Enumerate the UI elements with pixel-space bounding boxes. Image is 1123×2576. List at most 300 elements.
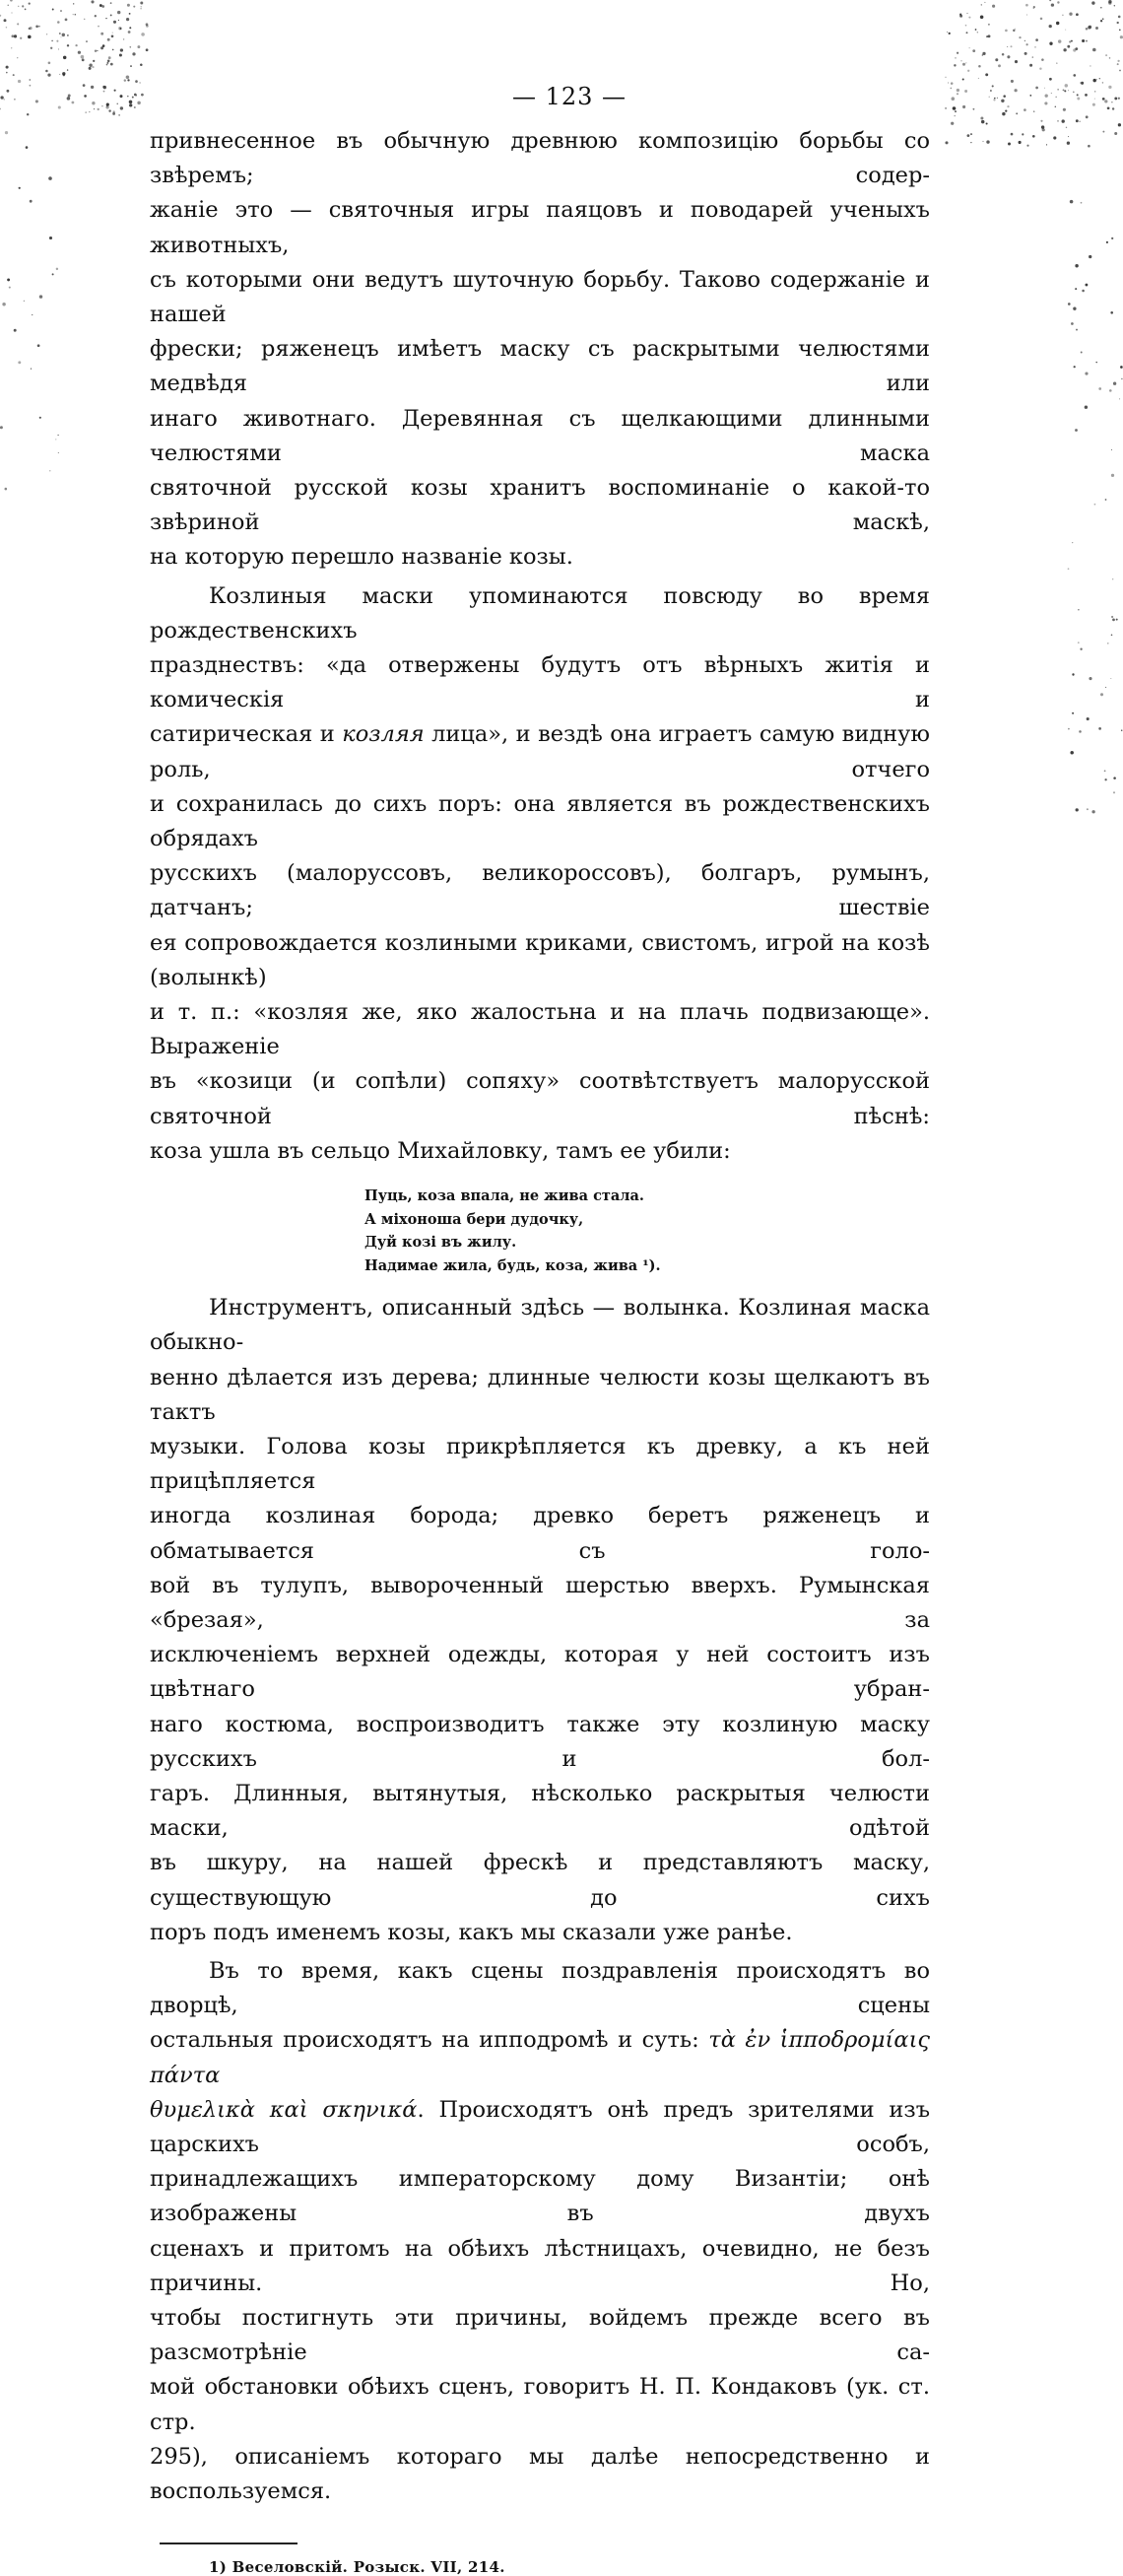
speckle-dot [56,40,58,42]
speckle-dot [1102,131,1104,133]
speckle-dot [92,66,94,68]
speckle-dot [1015,29,1016,30]
speckle-dot [954,64,956,66]
speckle-dot [1091,1,1094,4]
speckle-dot [994,98,995,99]
speckle-dot [1108,86,1111,89]
speckle-dot [120,106,123,109]
speckle-dot [1034,46,1035,47]
speckle-dot [18,6,19,7]
speckle-dot [962,105,965,108]
speckle-dot [140,2,143,5]
speckle-dot [1116,619,1118,621]
speckle-dot [91,86,94,89]
speckle-dot [47,73,50,76]
speckle-dot [102,44,105,47]
speckle-dot [985,73,988,76]
speckle-dot [92,102,95,104]
speckle-dot [6,72,8,74]
speckle-dot [134,94,137,97]
speckle-dot [1119,29,1121,31]
speckle-dot [968,17,970,19]
speckle-dot [105,105,108,108]
speckle-dot [1108,0,1111,3]
speckle-dot [970,133,972,135]
speckle-dot [120,28,122,30]
speckle-dot [1111,237,1113,239]
text-line: фрески; ряженецъ имѣетъ маску съ раскрытыми челюстями медвѣдя или [150,336,930,397]
speckle-dot [967,134,970,137]
speckle-dot [1078,642,1080,644]
speckle-dot [990,90,992,92]
speckle-dot [146,23,149,26]
speckle-dot [959,13,961,15]
speckle-dot [102,86,105,89]
speckle-dot [1087,808,1089,810]
speckle-dot [1073,74,1076,77]
speckle-dot [1007,55,1010,58]
speckle-dot [1080,121,1081,122]
speckle-dot [1102,18,1104,20]
speckle-dot [1114,132,1117,135]
speckle-dot [1062,119,1065,122]
speckle-dot [1075,429,1078,432]
speckle-dot [106,62,108,64]
speckle-dot [1040,18,1043,21]
speckle-dot [6,90,9,93]
speckle-dot [137,45,140,48]
speckle-dot [37,344,40,347]
speckle-dot [1062,15,1063,16]
speckle-dot [57,435,58,436]
speckle-dot [56,268,58,270]
speckle-dot [1100,20,1102,22]
speckle-dot [1035,38,1038,41]
speckle-dot [17,57,18,58]
speckle-dot [86,40,88,42]
speckle-dot [977,32,978,33]
speckle-dot [113,110,115,112]
text-fragment: . Происходятъ онѣ предъ зрителями изъ царскихъ особъ, [150,2096,931,2157]
speckle-dot [1121,729,1122,730]
speckle-dot [63,74,65,76]
text-line: иногда козлиная борода; древко беретъ ряженецъ и обматывается съ голо- [150,1503,930,1564]
speckle-dot [14,329,17,332]
speckle-dot [129,46,131,48]
speckle-dot [39,417,41,419]
text-line: на которую перешло названіе козы. [150,544,573,571]
speckle-dot [1076,13,1079,16]
speckle-dot [953,106,957,110]
speckle-dot [1042,128,1045,131]
speckle-dot [32,314,33,315]
speckle-dot [1085,94,1088,97]
speckle-dot [1065,84,1068,87]
speckle-dot [1081,202,1083,204]
speckle-dot [965,62,966,63]
speckle-dot [967,70,969,72]
speckle-dot [140,63,143,66]
speckle-dot [19,187,21,189]
speckle-dot [59,33,61,34]
speckle-dot [106,103,109,106]
speckle-dot [134,106,136,108]
verse-line: Надимае жила, будь, коза, жива ¹). [364,1256,661,1274]
text-line [150,2093,930,2162]
speckle-dot [118,27,121,30]
speckle-dot [1057,120,1058,121]
speckle-dot [39,295,42,298]
speckle-dot [48,176,52,180]
speckle-dot [73,3,74,4]
verse-line: А міхоноша бери дудочку, [364,1210,584,1228]
speckle-dot [986,140,989,143]
speckle-dot [82,59,84,61]
speckle-dot [0,15,1,17]
speckle-dot [980,117,983,120]
speckle-dot [1079,730,1082,733]
speckle-dot [1005,109,1007,111]
speckle-dot [141,33,145,36]
speckle-dot [107,38,110,41]
text-line: 295), описаніемъ котораго мы далѣе непосредственно и воспользуемся. [150,2443,930,2504]
speckle-dot [127,79,129,81]
speckle-dot [1107,106,1110,109]
document-page [150,83,930,2576]
speckle-dot [1089,255,1091,258]
text-line: вой въ тулупъ, вывороченный шерстью вверхъ. Румынская «брезая», за [150,1572,930,1633]
speckle-dot [1078,609,1079,610]
speckle-dot [1095,27,1098,30]
speckle-dot [75,14,77,16]
speckle-dot [1011,133,1014,136]
speckle-dot [93,60,95,62]
speckle-dot [1113,791,1115,793]
text-line: ея сопровождается козлиными криками, свистомъ, игрой на козѣ (волынкѣ) [150,929,930,990]
speckle-dot [124,79,126,81]
text-line: жаніе это — святочныя игры паяцовъ и поводарей ученыхъ животныхъ, [150,197,930,258]
speckle-dot [1091,810,1094,813]
speckle-dot [18,361,21,364]
speckle-dot [1086,28,1089,31]
speckle-dot [72,102,75,104]
speckle-dot [1032,135,1035,138]
speckle-dot [1120,366,1123,369]
speckle-dot [1107,643,1108,644]
speckle-dot [1072,673,1074,675]
speckle-dot [112,112,115,115]
speckle-dot [1055,106,1056,107]
speckle-dot [1106,241,1108,243]
verse-quote [364,1185,930,1277]
speckle-dot [1049,0,1051,1]
speckle-dot [1057,1,1059,3]
text-line: Козлиныя маски упоминаются повсюду во время рождественскихъ [150,582,930,644]
speckle-dot [30,27,33,30]
speckle-dot [1041,125,1044,128]
speckle-dot [60,36,61,37]
speckle-dot [35,25,38,28]
speckle-dot [58,105,61,108]
speckle-dot [1068,90,1069,91]
speckle-dot [964,90,967,93]
speckle-dot [1114,97,1117,100]
speckle-dot [101,105,102,106]
text-line: инаго животнаго. Деревянная съ щелкающими длинными челюстями маска [150,405,930,466]
speckle-dot [1086,40,1088,42]
speckle-dot [1044,102,1047,104]
speckle-dot [1026,145,1028,147]
speckle-dot [1051,3,1054,6]
speckle-dot [1085,406,1088,409]
speckle-dot [1105,687,1106,688]
speckle-dot [1073,307,1076,310]
speckle-dot [1011,80,1014,83]
speckle-dot [966,13,967,14]
italic-word: козляя [342,721,425,748]
speckle-dot [97,50,98,51]
speckle-dot [58,452,59,453]
speckle-dot [85,111,87,113]
speckle-dot [1002,53,1005,56]
speckle-dot [49,237,52,239]
speckle-dot [1063,108,1066,111]
speckle-dot [1044,88,1045,89]
speckle-dot [114,90,116,92]
speckle-dot [31,368,32,369]
speckle-dot [1105,54,1107,56]
speckle-dot [14,99,16,101]
speckle-dot [108,56,111,59]
speckle-dot [100,33,103,35]
speckle-dot [1072,542,1073,543]
speckle-dot [1119,398,1120,399]
speckle-dot [1025,43,1027,45]
speckle-dot [82,58,85,61]
speckle-dot [1117,63,1119,65]
speckle-dot [57,21,60,24]
text-fragment: остальныя происходятъ на ипподромѣ и суть: [150,2027,709,2054]
speckle-dot [1071,322,1074,325]
speckle-dot [4,99,5,100]
speckle-dot [146,25,149,28]
speckle-dot [951,88,953,90]
speckle-dot [1066,127,1067,128]
footnote-divider [160,2542,297,2544]
speckle-dot [49,470,50,471]
speckle-dot [1070,200,1074,204]
speckle-dot [95,15,97,17]
speckle-dot [84,95,87,98]
speckle-dot [966,32,968,34]
text-line: поръ подъ именемъ козы, какъ мы сказали уже ранѣе. [150,1919,793,1945]
speckle-dot [60,10,62,12]
speckle-dot [970,142,971,143]
text-line: съ которыми они ведутъ шуточную борьбу. Таково содержаніе и нашей [150,266,930,328]
speckle-dot [1077,98,1080,101]
speckle-dot [132,52,135,55]
speckle-dot [123,38,124,39]
speckle-dot [1024,108,1026,111]
speckle-dot [1072,712,1074,714]
speckle-dot [978,78,979,79]
speckle-dot [67,69,68,70]
speckle-dot [11,12,12,13]
speckle-dot [84,19,86,21]
speckle-dot [1111,474,1114,477]
speckle-dot [128,31,131,34]
speckle-dot [58,48,59,49]
speckle-dot [1063,89,1065,91]
speckle-dot [1075,264,1078,267]
footnote: 1) Веселовскій. Розыск. VII, 214. [209,2558,505,2576]
speckle-dot [1080,648,1082,650]
speckle-dot [1067,45,1070,48]
speckle-dot [0,96,3,99]
speckle-dot [981,120,984,123]
speckle-dot [1108,1,1111,4]
speckle-dot [959,15,962,18]
speckle-dot [1068,568,1070,570]
speckle-dot [139,82,140,83]
text-line: Въ то время, какъ сцены поздравленія происходятъ во дворцѣ, сцены [150,1957,930,2019]
speckle-dot [972,49,975,52]
speckle-dot [1015,60,1018,63]
speckle-dot [68,95,71,98]
speckle-dot [1033,6,1035,8]
text-line: коза ушла въ сельцо Михайловку, тамъ ее убили: [150,1137,731,1164]
text-line: русскихъ (малоруссовъ, великороссовъ), болгаръ, румынъ, датчанъ; шествіе [150,860,930,921]
speckle-dot [17,23,19,25]
speckle-dot [118,20,119,21]
speckle-dot [982,54,983,55]
speckle-dot [111,34,114,37]
speckle-dot [1068,728,1070,730]
text-line: наго костюма, воспроизводитъ также эту козлиную маску русскихъ и бол- [150,1711,930,1772]
speckle-dot [981,4,982,5]
speckle-dot [29,28,31,30]
speckle-dot [28,35,32,39]
speckle-dot [1092,48,1096,52]
speckle-dot [20,37,22,39]
speckle-dot [45,70,48,73]
speckle-dot [1112,578,1113,579]
speckle-dot [1113,382,1116,385]
speckle-dot [110,2,112,4]
speckle-dot [1111,616,1113,618]
speckle-dot [10,0,13,2]
speckle-dot [38,26,40,28]
speckle-dot [1092,79,1095,82]
speckle-dot [62,34,65,36]
speckle-dot [1026,14,1027,15]
speckle-dot [112,33,113,34]
speckle-dot [1110,678,1111,679]
speckle-dot [1056,62,1058,64]
speckle-dot [1056,97,1057,98]
speckle-dot [951,122,954,125]
text-fragment: лица», и вездѣ она играетъ самую видную роль, отчего [150,721,931,782]
speckle-dot [67,34,69,36]
speckle-dot [29,79,31,81]
speckle-dot [1032,56,1033,57]
speckle-dot [1088,145,1090,148]
speckle-dot [1081,82,1084,85]
speckle-dot [984,2,985,3]
speckle-dot [1117,60,1119,62]
speckle-dot [957,93,958,95]
speckle-dot [13,74,15,76]
speckle-dot [1118,98,1120,100]
text-line: мой обстановки обѣихъ сценъ, говоритъ Н. П. Кондаковъ (ук. ст. стр. [150,2374,930,2435]
speckle-dot [1098,387,1101,390]
verse-line: Пуць, коза впала, не жива стала. [364,1187,644,1205]
speckle-dot [1076,329,1078,331]
speckle-dot [140,8,141,9]
text-line: гаръ. Длинныя, вытянутыя, нѣсколько раскрытыя челюсти маски, одѣтой [150,1780,930,1842]
paragraph-1 [150,124,930,576]
speckle-dot [130,65,132,67]
text-line [150,717,930,786]
speckle-dot [986,35,988,37]
speckle-dot [975,29,977,31]
speckle-dot [30,200,33,203]
speckle-dot [81,55,85,59]
speckle-dot [1039,67,1041,69]
speckle-dot [113,21,116,24]
text-line: венно дѣлается изъ дерева; длинные челюсти козы щелкаютъ въ тактъ [150,1364,930,1425]
text-line: исключеніемъ верхней одежды, которая у ней состоитъ изъ цвѣтнаго убран- [150,1642,930,1703]
speckle-dot [1110,311,1113,314]
speckle-dot [67,97,71,101]
greek-text: τὰ ἐν ἱπποδρομίαις πάντα [150,2027,930,2088]
speckle-dot [1073,48,1076,51]
speckle-dot [1112,619,1115,622]
speckle-dot [1015,89,1018,92]
speckle-dot [1005,30,1008,33]
speckle-dot [50,47,52,49]
speckle-dot [59,74,60,75]
speckle-dot [12,34,15,37]
speckle-dot [1019,36,1021,38]
speckle-dot [1104,100,1107,102]
speckle-dot [67,44,69,46]
speckle-dot [108,109,110,111]
text-fragment: сатирическая и [150,721,343,748]
speckle-dot [982,52,985,55]
speckle-dot [7,278,10,281]
speckle-dot [65,19,68,22]
speckle-dot [954,115,956,117]
speckle-dot [126,76,130,80]
speckle-dot [1049,78,1052,81]
speckle-dot [1067,142,1070,145]
speckle-dot [1104,779,1106,780]
speckle-dot [1025,4,1028,7]
speckle-dot [0,108,1,110]
speckle-dot [986,122,988,124]
speckle-dot [1024,40,1025,41]
speckle-dot [1092,103,1095,106]
speckle-dot [5,131,8,134]
speckle-dot [52,273,54,275]
speckle-dot [133,6,135,8]
speckle-dot [135,80,138,83]
verse-line: Дуй козі въ жилу. [364,1234,517,1252]
speckle-dot [962,78,964,80]
speckle-dot [1075,47,1078,50]
speckle-dot [118,114,119,115]
